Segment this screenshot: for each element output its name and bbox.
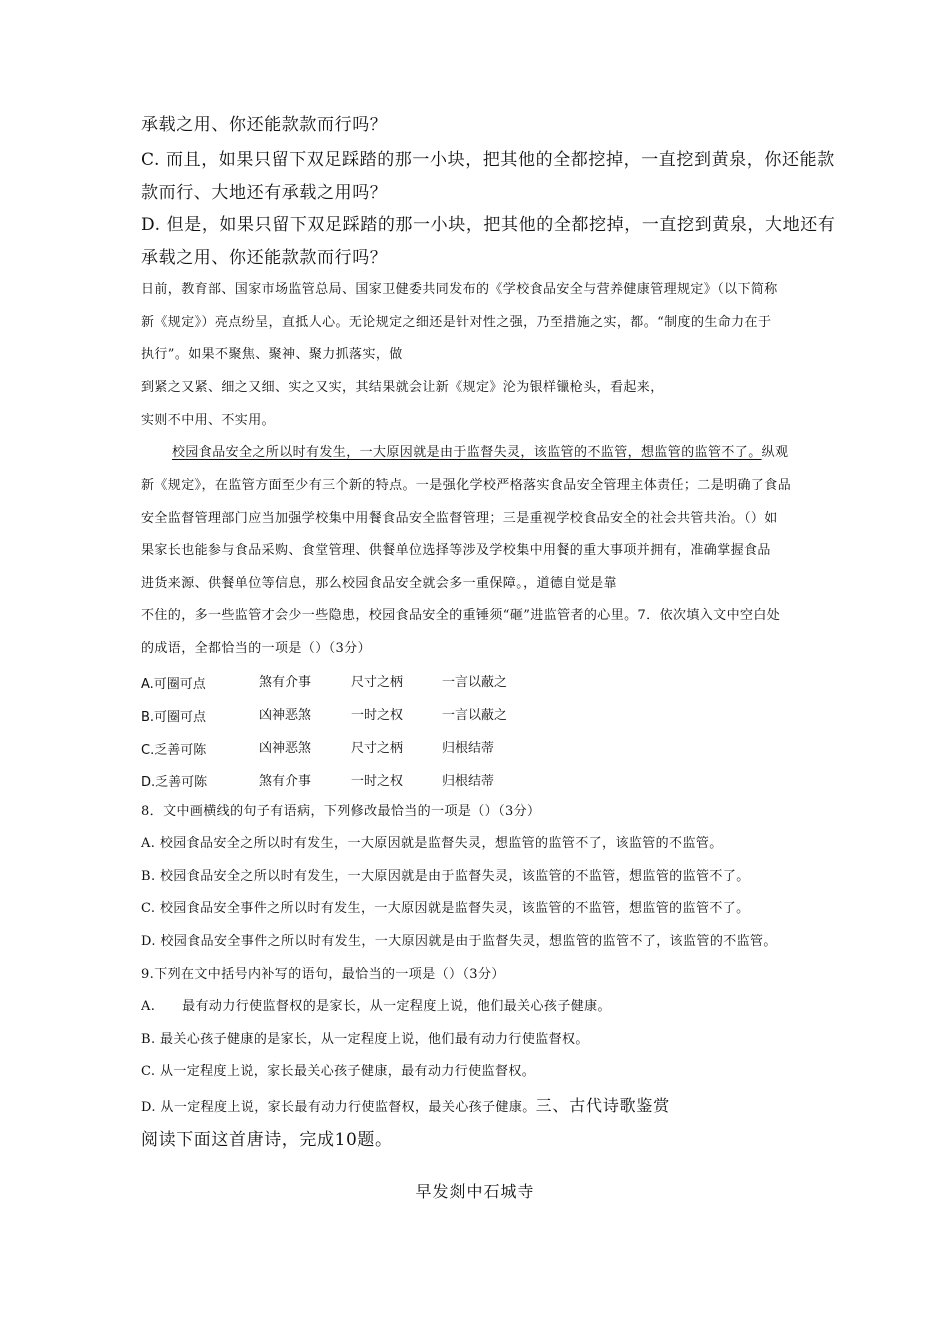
text-line: 承载之用、你还能款款而行吗？ [141, 248, 388, 268]
text-line: 款而行、大地还有承载之用吗？ [141, 183, 388, 203]
q8-option-a: A. 校园食品安全之所以时有发生，一大原因就是监督失灵，想监管的监管不了，该监管的不监管。 [141, 836, 723, 851]
underlined-sentence: 校园食品安全之所以时有发生，一大原因就是由于监督失灵，该监管的不监管，想监管的监管不了。 [172, 445, 762, 460]
option-d-line: D. 但是，如果只留下双足踩踏的那一小块，把其他的全都挖掉，一直挖到黄泉，大地还有 [141, 215, 836, 235]
q8-option-c: C. 校园食品安全事件之所以时有发生，一大原因就是监督失灵，该监管的不监管，想监管的监管不了。 [141, 901, 750, 916]
passage-line: 日前，教育部、国家市场监管总局、国家卫健委共同发布的《学校食品安全与营养健康管理规定》（以下简称 [141, 282, 778, 297]
q9-stem: 9.下列在文中括号内补写的语句，最恰当的一项是（）（3分） [141, 967, 505, 982]
passage-line: 到紧之又紧、细之又细、实之又实，其结果就会让新《规定》沦为银样镴枪头，看起来， [141, 380, 664, 395]
q9-option-d: D. 从一定程度上说，家长最有动力行使监督权，最关心孩子健康。三、古代诗歌鉴赏 [141, 1096, 671, 1115]
section-heading: 三、古代诗歌鉴赏 [535, 1096, 671, 1115]
q8-option-b: B. 校园食品安全之所以时有发生，一大原因就是由于监督失灵，该监管的不监管，想监管的监管不了。 [141, 869, 750, 884]
q8-option-d: D. 校园食品安全事件之所以时有发生，一大原因就是由于监督失灵，想监管的监管不了，该监管的不监管。 [141, 934, 777, 949]
reading-instruction: 阅读下面这首唐诗，完成10题。 [141, 1130, 393, 1150]
passage-line: 实则不中用、不实用。 [141, 413, 276, 428]
passage-line: 新《规定》）亮点纷呈，直抵人心。无论规定之细还是针对性之强，乃至措施之实，都。“制度的生命力在于 [141, 315, 772, 330]
passage-line: 进货来源、供餐单位等信息，那么校园食品安全就会多一重保障。，道德自觉是靠 [141, 576, 617, 591]
passage-line: 的成语，全都恰当的一项是（）（3分） [141, 641, 371, 656]
document-page: 承载之用、你还能款款而行吗？ C. 而且，如果只留下双足踩踏的那一小块，把其他的全都挖掉，一直挖到黄泉，你还能款 款而行、大地还有承载之用吗？ D. 但是，如果只留下双足踩踏的那一小块，把其他的全都挖掉，一直挖到黄泉，大地还有 承载之用、你还能款款而行吗？ 日前，教育部、国家市场监管总局、国家卫健委共同发布的《学校食品安全与营养健康管理规定》（以下简称 新《规定》）亮点纷呈，直抵人心。无论规定之细还是针对性之强，乃至措施之实，都。“制度的生命力在于 执行”。如果不聚焦、聚神、聚力抓落实，做 到紧之又紧、细之又细、实之又实，其结果就会让新《规定》沦为银样镴枪头，看起来， 实则不中用、不实用。 校园食品安全之所以时有发生，一大原因就是由于监督失灵，该监管的不监管，想监管的监管不了。纵观 新《规定》，在监管方面至少有三个新的特点。一是强化学校严格落实食品安全管理主体责任；二是明确了食品 安全监督管理部门应当加强学校集中用餐食品安全监督管理；三是重视学校食品安全的社会共管共治。（）如 果家长也能参与食品采购、食堂管理、供餐单位选择等涉及学校集中用餐的重大事项并拥有，准确掌握食品 进货来源、供餐单位等信息，那么校园食品安全就会多一重保障。，道德自觉是靠 不住的，多一些监管才会少一些隐患，校园食品安全的重锤须“砸”进监管者的心里。7．依次填入文中空白处 的成语，全都恰当的一项是（）（3分） A.可圈可点 煞有介事 尺寸之柄 一言以蔽之 B.可圈可点 凶神恶煞 一时之权 一言以蔽之 C.乏善可陈 凶神恶煞 尺寸之柄 归根结蒂 D.乏善可陈 煞有介事 一时之权 归根结蒂 8．文中画横线的句子有语病，下列修改最恰当的一项是（）（3分） A. 校园食品安全之所以时有发生，一大原因就是监督失灵，想监管的监管不了，该监管的不监管。 B. 校园食品安全之所以时有发生，一大原因就是由于监督失灵，该监管的不监管，想监管的监管不了。 C. 校园食品安全事件之所以时有发生，一大原因就是监督失灵，该监管的不监管，想监管的监管不了。 D. 校园食品安全事件之所以时有发生，一大原因就是由于监督失灵，想监管的监管不了，该监管的不监管。 9.下列在文中括号内补写的语句，最恰当的一项是（）（3分） A. 最有动力行使监督权的是家长，从一定程度上说，他们最关心孩子健康。 B. 最关心孩子健康的是家长，从一定程度上说，他们最有动力行使监督权。 C. 从一定程度上说，家长最关心孩子健康，最有动力行使监督权。 D. 从一定程度上说，家长最有动力行使监督权，最关心孩子健康。三、古代诗歌鉴赏 阅读下面这首唐诗，完成10题。 早发剡中石城寺 [0, 0, 950, 1344]
q9-option-a: A. 最有动力行使监督权的是家长，从一定程度上说，他们最关心孩子健康。 [141, 999, 611, 1014]
passage-line: 执行”。如果不聚焦、聚神、聚力抓落实，做 [141, 347, 403, 362]
passage-line: 果家长也能参与食品采购、食堂管理、供餐单位选择等涉及学校集中用餐的重大事项并拥有，准确掌握食品 [141, 543, 771, 558]
passage-line [172, 441, 788, 460]
q9-option-c: C. 从一定程度上说，家长最关心孩子健康，最有动力行使监督权。 [141, 1064, 536, 1079]
option-c-line: C. 而且，如果只留下双足踩踏的那一小块，把其他的全都挖掉，一直挖到黄泉，你还能款 [141, 150, 835, 170]
passage-line: 安全监督管理部门应当加强学校集中用餐食品安全监督管理；三是重视学校食品安全的社会共管共治。（）如 [141, 511, 778, 526]
passage-text: 纵观 [761, 445, 789, 460]
poem-title: 早发剡中石城寺 [415, 1182, 535, 1201]
passage-line: 不住的，多一些监管才会少一些隐患，校园食品安全的重锤须“砸”进监管者的心里。7．依次填入文中空白处 [141, 608, 781, 623]
q9-option-b: B. 最关心孩子健康的是家长，从一定程度上说，他们最有动力行使监督权。 [141, 1032, 589, 1047]
text-line: 承载之用、你还能款款而行吗？ [141, 115, 388, 135]
q8-stem: 8．文中画横线的句子有语病，下列修改最恰当的一项是（）（3分） [141, 804, 541, 819]
passage-line: 新《规定》，在监管方面至少有三个新的特点。一是强化学校严格落实食品安全管理主体责任；二是明确了食品 [141, 478, 792, 493]
